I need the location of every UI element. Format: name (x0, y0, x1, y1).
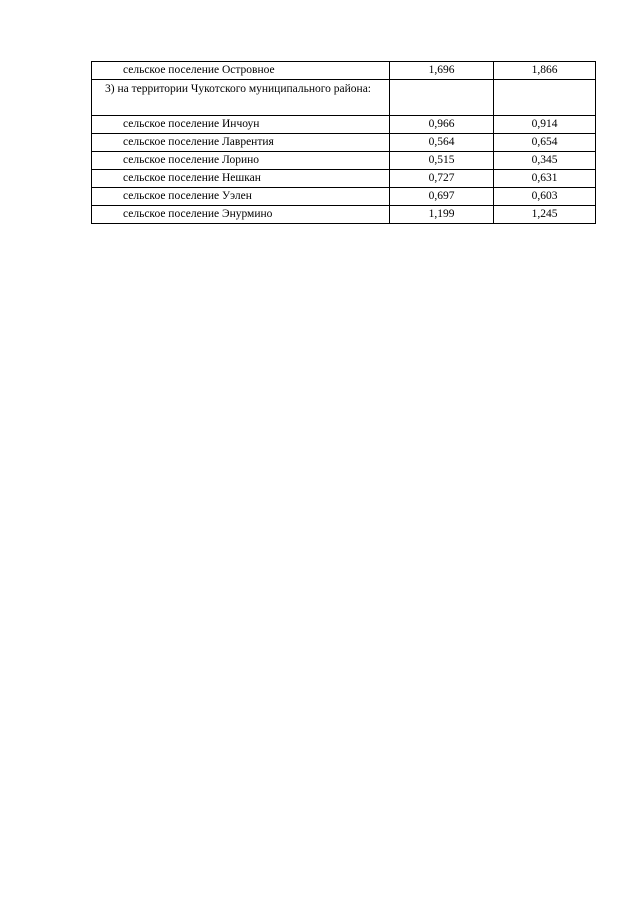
table-row (92, 170, 596, 188)
settlement-name-cell (92, 62, 390, 80)
value-2-cell (494, 116, 596, 134)
settlement-name-cell (92, 152, 390, 170)
table-row (92, 188, 596, 206)
value-2-cell (494, 206, 596, 224)
section-heading: 3) на территории Чукотского муниципального района: (105, 83, 371, 95)
coefficients-table (91, 61, 596, 224)
value-1: 1,199 (428, 208, 455, 220)
value-1-cell (390, 170, 494, 188)
value-1-cell (390, 62, 494, 80)
value-2: 0,654 (531, 136, 558, 148)
table-row (92, 116, 596, 134)
settlement-name: сельское поселение Лаврентия (123, 136, 274, 148)
value-1: 0,697 (428, 190, 455, 202)
table-row (92, 152, 596, 170)
value-2-cell (494, 152, 596, 170)
value-2: 0,345 (531, 154, 558, 166)
value-2-cell (494, 62, 596, 80)
value-2: 1,245 (531, 208, 558, 220)
section-heading-cell (92, 80, 390, 116)
settlement-name: сельское поселение Инчоун (123, 118, 260, 130)
value-2: 0,631 (531, 172, 558, 184)
value-2: 1,866 (531, 64, 558, 76)
value-1-cell (390, 152, 494, 170)
value-2-cell (494, 188, 596, 206)
value-1: 0,515 (428, 154, 455, 166)
settlement-name-cell (92, 188, 390, 206)
value-1: 1,696 (428, 64, 455, 76)
settlement-name: сельское поселение Уэлен (123, 190, 252, 202)
value-1: 0,727 (428, 172, 455, 184)
value-1: 0,564 (428, 136, 455, 148)
value-1: 0,966 (428, 118, 455, 130)
empty-cell (390, 80, 494, 116)
settlement-name: сельское поселение Островное (123, 64, 275, 76)
value-1-cell (390, 116, 494, 134)
settlement-name: сельское поселение Лорино (123, 154, 260, 166)
value-1-cell (390, 188, 494, 206)
value-2: 0,603 (531, 190, 558, 202)
empty-cell (494, 80, 596, 116)
settlement-name-cell (92, 206, 390, 224)
settlement-name: сельское поселение Нешкан (123, 172, 261, 184)
settlement-name-cell (92, 116, 390, 134)
value-1-cell (390, 206, 494, 224)
section-heading-row (92, 80, 596, 116)
value-2-cell (494, 134, 596, 152)
settlement-name: сельское поселение Энурмино (123, 208, 273, 220)
table-row (92, 134, 596, 152)
table-row (92, 206, 596, 224)
settlement-name-cell (92, 134, 390, 152)
value-2: 0,914 (531, 118, 558, 130)
settlement-name-cell (92, 170, 390, 188)
value-2-cell (494, 170, 596, 188)
table-row (92, 62, 596, 80)
value-1-cell (390, 134, 494, 152)
